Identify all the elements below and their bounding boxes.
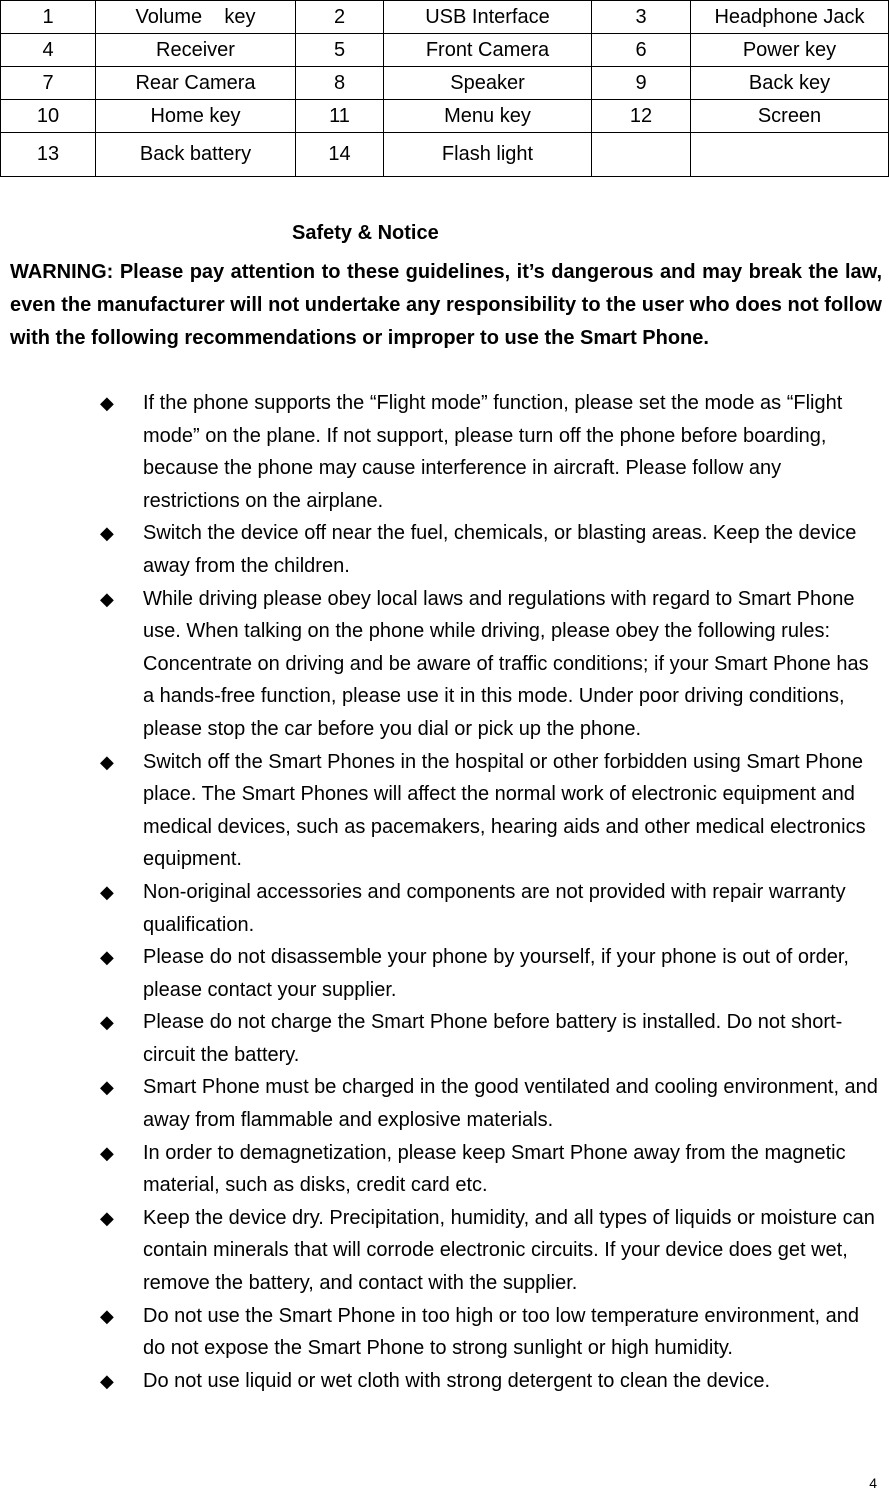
list-item (0, 583, 889, 746)
part-label: Headphone Jack (691, 1, 889, 34)
list-item (0, 1137, 889, 1202)
part-label: Flash light (384, 133, 592, 177)
table-row (1, 1, 889, 34)
part-number: 3 (592, 1, 691, 34)
diamond-bullet-icon: ◆ (100, 947, 114, 968)
page-number: 4 (869, 1475, 877, 1491)
part-label: Volume key (96, 1, 296, 34)
part-number: 14 (296, 133, 384, 177)
part-number: 11 (296, 100, 384, 133)
part-label: Receiver (96, 34, 296, 67)
list-item (0, 876, 889, 941)
part-number (592, 133, 691, 177)
list-item-text: Please do not charge the Smart Phone before battery is installed. Do not short-circuit the battery. (143, 1011, 843, 1066)
diamond-bullet-icon: ◆ (100, 1207, 114, 1228)
table-row (1, 100, 889, 133)
list-item (0, 517, 889, 582)
list-item-text: Smart Phone must be charged in the good ventilated and cooling environment, and away from flammable and explosive materials. (143, 1076, 878, 1132)
diamond-bullet-icon: ◆ (100, 393, 114, 413)
part-label: USB Interface (384, 1, 592, 34)
part-number: 4 (1, 34, 96, 67)
list-item-text: While driving please obey local laws and regulations with regard to Smart Phone use. When talking on the phone while driving, please obey the following rules: Concentrate on driving and be aware of traffic conditions; if your Smart Phone has a hands-free function, please use it in this mode. Under poor driving conditions, please stop the car before you dial or pick up the phone. (143, 587, 869, 740)
parts-table (0, 0, 889, 177)
part-number: 6 (592, 34, 691, 67)
list-item (0, 1300, 889, 1365)
list-item (0, 1071, 889, 1136)
list-item-text: Please do not disassemble your phone by yourself, if your phone is out of order, please contact your supplier. (143, 946, 849, 1001)
list-item-text: Switch off the Smart Phones in the hospital or other forbidden using Smart Phone place. The Smart Phones will affect the normal work of electronic equipment and medical devices, such as pacemakers, hearing aids and other medical electronics equipment. (143, 750, 866, 871)
list-item-text: Non-original accessories and components are not provided with repair warranty qualification. (143, 880, 846, 936)
part-label: Power key (691, 34, 889, 67)
part-number: 5 (296, 34, 384, 67)
list-item (0, 1202, 889, 1300)
diamond-bullet-icon: ◆ (100, 881, 114, 902)
part-label: Back key (691, 67, 889, 100)
diamond-bullet-icon: ◆ (100, 1370, 114, 1391)
list-item-text: If the phone supports the “Flight mode” function, please set the mode as “Flight mode” on the plane. If not support, please turn off the phone before boarding, because the phone may cause interference in aircraft. Please follow any restrictions on the airplane. (143, 392, 843, 512)
safety-list (0, 387, 889, 1397)
diamond-bullet-icon: ◆ (100, 1305, 114, 1326)
part-label (691, 133, 889, 177)
section-title: Safety & Notice (292, 222, 439, 244)
diamond-bullet-icon: ◆ (100, 751, 114, 772)
part-label: Screen (691, 100, 889, 133)
diamond-bullet-icon: ◆ (100, 1077, 114, 1098)
list-item-text: Do not use liquid or wet cloth with strong detergent to clean the device. (143, 1369, 771, 1392)
part-number: 12 (592, 100, 691, 133)
part-label: Back battery (96, 133, 296, 177)
part-number: 10 (1, 100, 96, 133)
part-label: Home key (96, 100, 296, 133)
list-item (0, 1365, 889, 1398)
table-row (1, 133, 889, 177)
list-item-text: Keep the device dry. Precipitation, humidity, and all types of liquids or moisture can contain minerals that will corrode electronic circuits. If your device does get wet, remove the battery, and contact with the supplier. (143, 1206, 875, 1295)
part-number: 7 (1, 67, 96, 100)
list-item (0, 941, 889, 1006)
part-number: 2 (296, 1, 384, 34)
part-label: Rear Camera (96, 67, 296, 100)
list-item (0, 746, 889, 876)
part-label: Menu key (384, 100, 592, 133)
diamond-bullet-icon: ◆ (100, 1012, 114, 1033)
part-number: 9 (592, 67, 691, 100)
list-item-text: In order to demagnetization, please keep Smart Phone away from the magnetic material, such as disks, credit card etc. (143, 1141, 846, 1197)
table-row (1, 34, 889, 67)
list-item (0, 387, 889, 517)
warning-paragraph: WARNING: Please pay attention to these guidelines, it’s dangerous and may break the law, even the manufacturer will not undertake any responsibility to the user who does not follow with the following recommendations or improper to use the Smart Phone. (10, 261, 882, 349)
part-number: 13 (1, 133, 96, 177)
diamond-bullet-icon: ◆ (100, 523, 114, 544)
list-item (0, 1006, 889, 1071)
part-label: Speaker (384, 67, 592, 100)
list-item-text: Switch the device off near the fuel, chemicals, or blasting areas. Keep the device away from the children. (143, 522, 857, 577)
part-label: Front Camera (384, 34, 592, 67)
part-number: 8 (296, 67, 384, 100)
table-row (1, 67, 889, 100)
diamond-bullet-icon: ◆ (100, 588, 114, 609)
part-number: 1 (1, 1, 96, 34)
list-item-text: Do not use the Smart Phone in too high or too low temperature environment, and do not expose the Smart Phone to strong sunlight or high humidity. (143, 1304, 859, 1360)
diamond-bullet-icon: ◆ (100, 1142, 114, 1163)
